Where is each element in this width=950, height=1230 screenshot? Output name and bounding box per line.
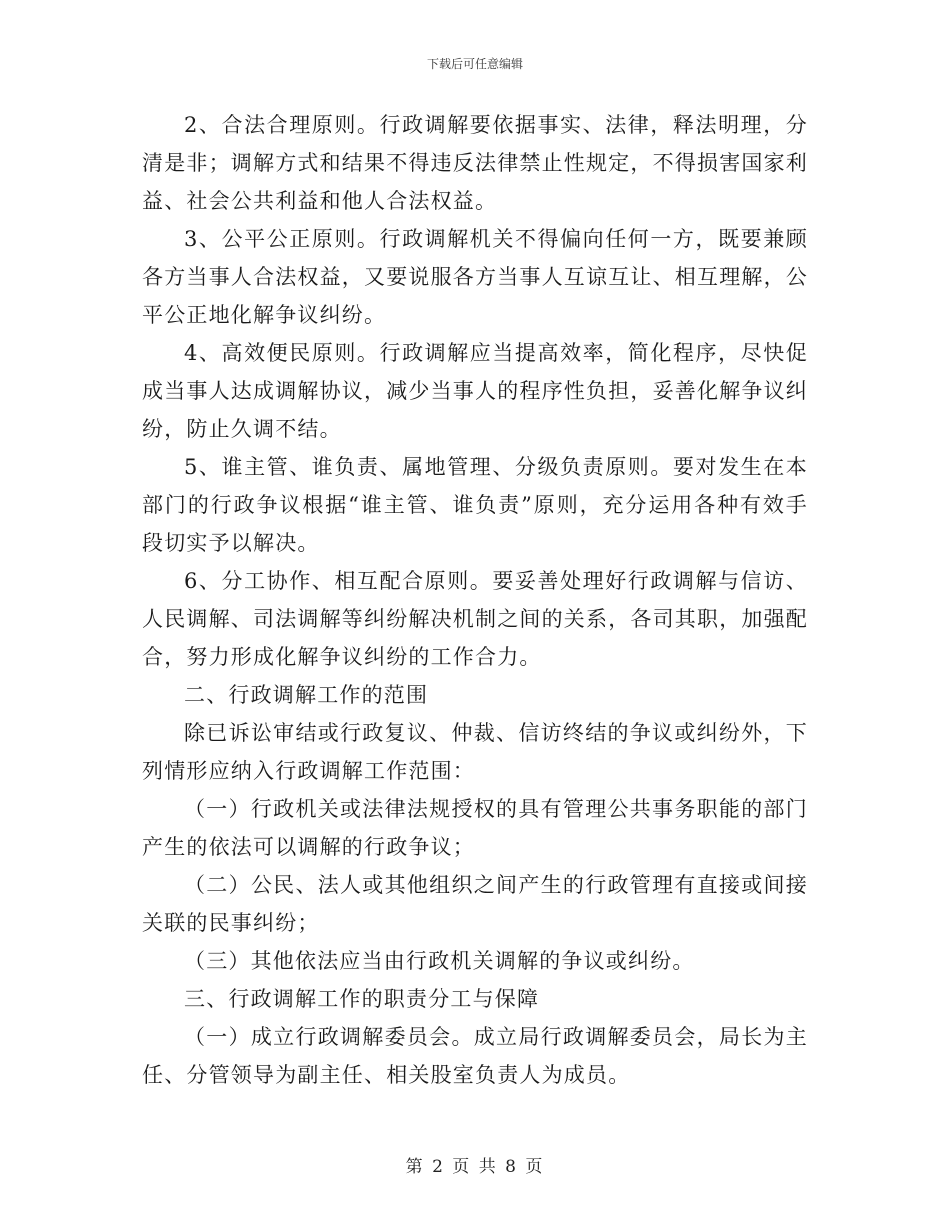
paragraph-scope-item-1: （一）行政机关或法律法规授权的具有管理公共事务职能的部门产生的依法可以调解的行政争议； — [142, 797, 808, 859]
document-body — [142, 106, 808, 1094]
paragraph-scope-item-2: （二）公民、法人或其他组织之间产生的行政管理有直接或间接关联的民事纠纷； — [142, 873, 808, 935]
paragraph-principle-2: 2、合法合理原则。行政调解要依据事实、法律，释法明理，分清是非；调解方式和结果不得违反法律禁止性规定，不得损害国家利益、社会公共利益和他人合法权益。 — [142, 113, 808, 213]
paragraph-duties-item-1: （一）成立行政调解委员会。成立局行政调解委员会，局长为主任、分管领导为副主任、相关股室负责人为成员。 — [142, 1025, 808, 1087]
section-heading-scope: 二、行政调解工作的范围 — [184, 683, 429, 707]
paragraph-principle-4: 4、高效便民原则。行政调解应当提高效率，简化程序，尽快促成当事人达成调解协议，减少当事人的程序性负担，妥善化解争议纠纷，防止久调不结。 — [142, 341, 808, 441]
page-header: 下载后可任意编辑 — [426, 57, 523, 71]
page-number-footer: 第 2 页 共 8 页 — [405, 1157, 545, 1177]
paragraph-principle-3: 3、公平公正原则。行政调解机关不得偏向任何一方，既要兼顾各方当事人合法权益，又要说服各方当事人互谅互让、相互理解，公平公正地化解争议纠纷。 — [142, 227, 808, 327]
section-heading-duties: 三、行政调解工作的职责分工与保障 — [184, 987, 540, 1011]
paragraph-scope-intro: 除已诉讼审结或行政复议、仲裁、信访终结的争议或纠纷外，下列情形应纳入行政调解工作范围： — [142, 721, 808, 783]
paragraph-principle-5: 5、谁主管、谁负责、属地管理、分级负责原则。要对发生在本部门的行政争议根据“谁主管、谁负责”原则，充分运用各种有效手段切实予以解决。 — [142, 455, 808, 555]
paragraph-scope-item-3: （三）其他依法应当由行政机关调解的争议或纠纷。 — [184, 949, 695, 973]
paragraph-principle-6: 6、分工协作、相互配合原则。要妥善处理好行政调解与信访、人民调解、司法调解等纠纷解决机制之间的关系，各司其职，加强配合，努力形成化解争议纠纷的工作合力。 — [142, 569, 808, 669]
